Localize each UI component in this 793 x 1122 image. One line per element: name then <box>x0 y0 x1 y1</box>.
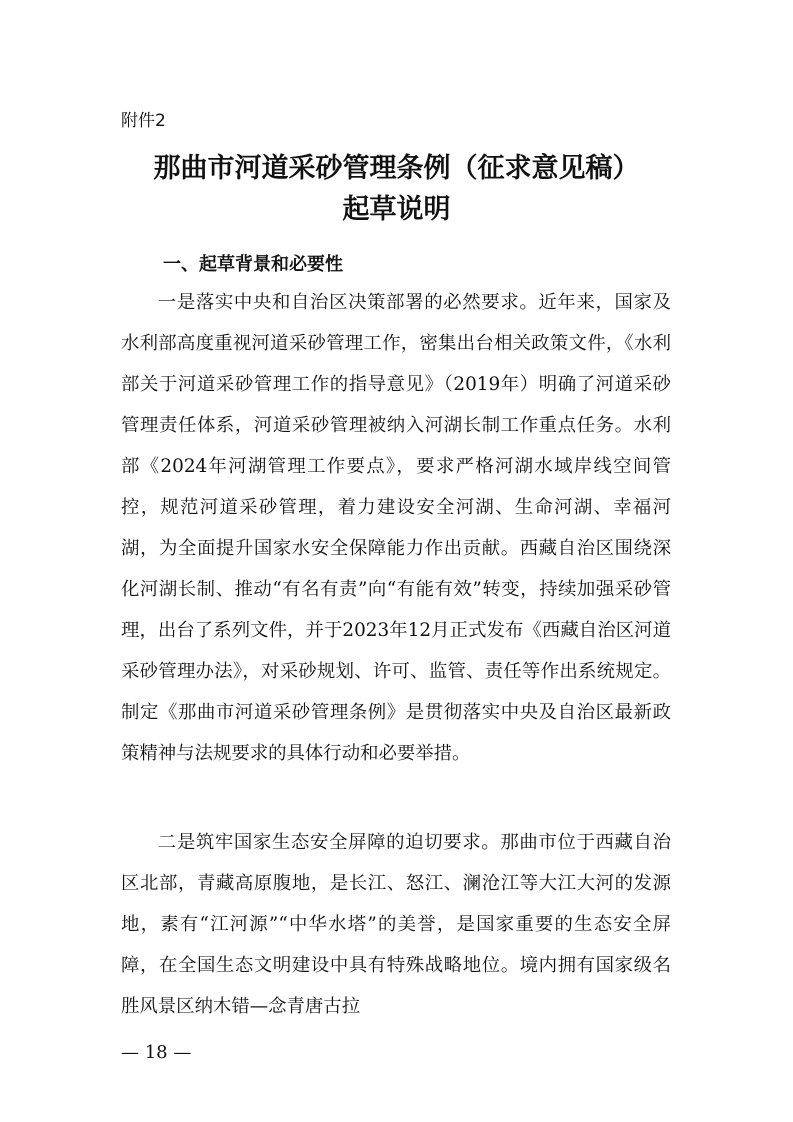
paragraph-2-body: 那曲市位于西藏自治区北部，青藏高原腹地，是长江、怒江、澜沧江等大江大河的发源地，素有“江河源”“中华水塔”的美誉，是国家重要的生态安全屏障，在全国生态文明建设中具有特殊战略地位。境内拥有国家级名胜风景区纳木错—念青唐古拉 <box>121 832 671 1017</box>
attachment-label: 附件2 <box>121 111 166 131</box>
document-subtitle: 起草说明 <box>342 194 451 225</box>
paragraph-1 <box>121 282 671 774</box>
document-title: 那曲市河道采砂管理条例（征求意见稿） <box>153 153 640 184</box>
section-heading: 一、起草背景和必要性 <box>163 254 343 275</box>
page-number: — 18 — <box>121 1042 192 1063</box>
paragraph-2 <box>121 822 671 1027</box>
paragraph-1-body: 近年来，国家及水利部高度重视河道采砂管理工作，密集出台相关政策文件，《水利部关于河道采砂管理工作的指导意见》（2019年）明确了河道采砂管理责任体系，河道采砂管理被纳入河湖长制工作重点任务。水利部《2024年河湖管理工作要点》，要求严格河湖水域岸线空间管控，规范河道采砂管理，着力建设安全河湖、生命河湖、幸福河湖，为全面提升国家水安全保障能力作出贡献。西藏自治区围绕深化河湖长制、推动“有名有责”向“有能有效”转变，持续加强采砂管理，出台了系列文件，并于2023年12月正式发布《西藏自治区河道采砂管理办法》，对采砂规划、许可、监管、责任等作出系统规定。制定《那曲市河道采砂管理条例》是贯彻落实中央及自治区最新政策精神与法规要求的具体行动和必要举措。 <box>121 292 671 764</box>
paragraph-2-lead: 二是筑牢国家生态安全屏障的迫切要求。 <box>157 832 501 853</box>
paragraph-1-lead: 一是落实中央和自治区决策部署的必然要求。 <box>157 292 539 313</box>
